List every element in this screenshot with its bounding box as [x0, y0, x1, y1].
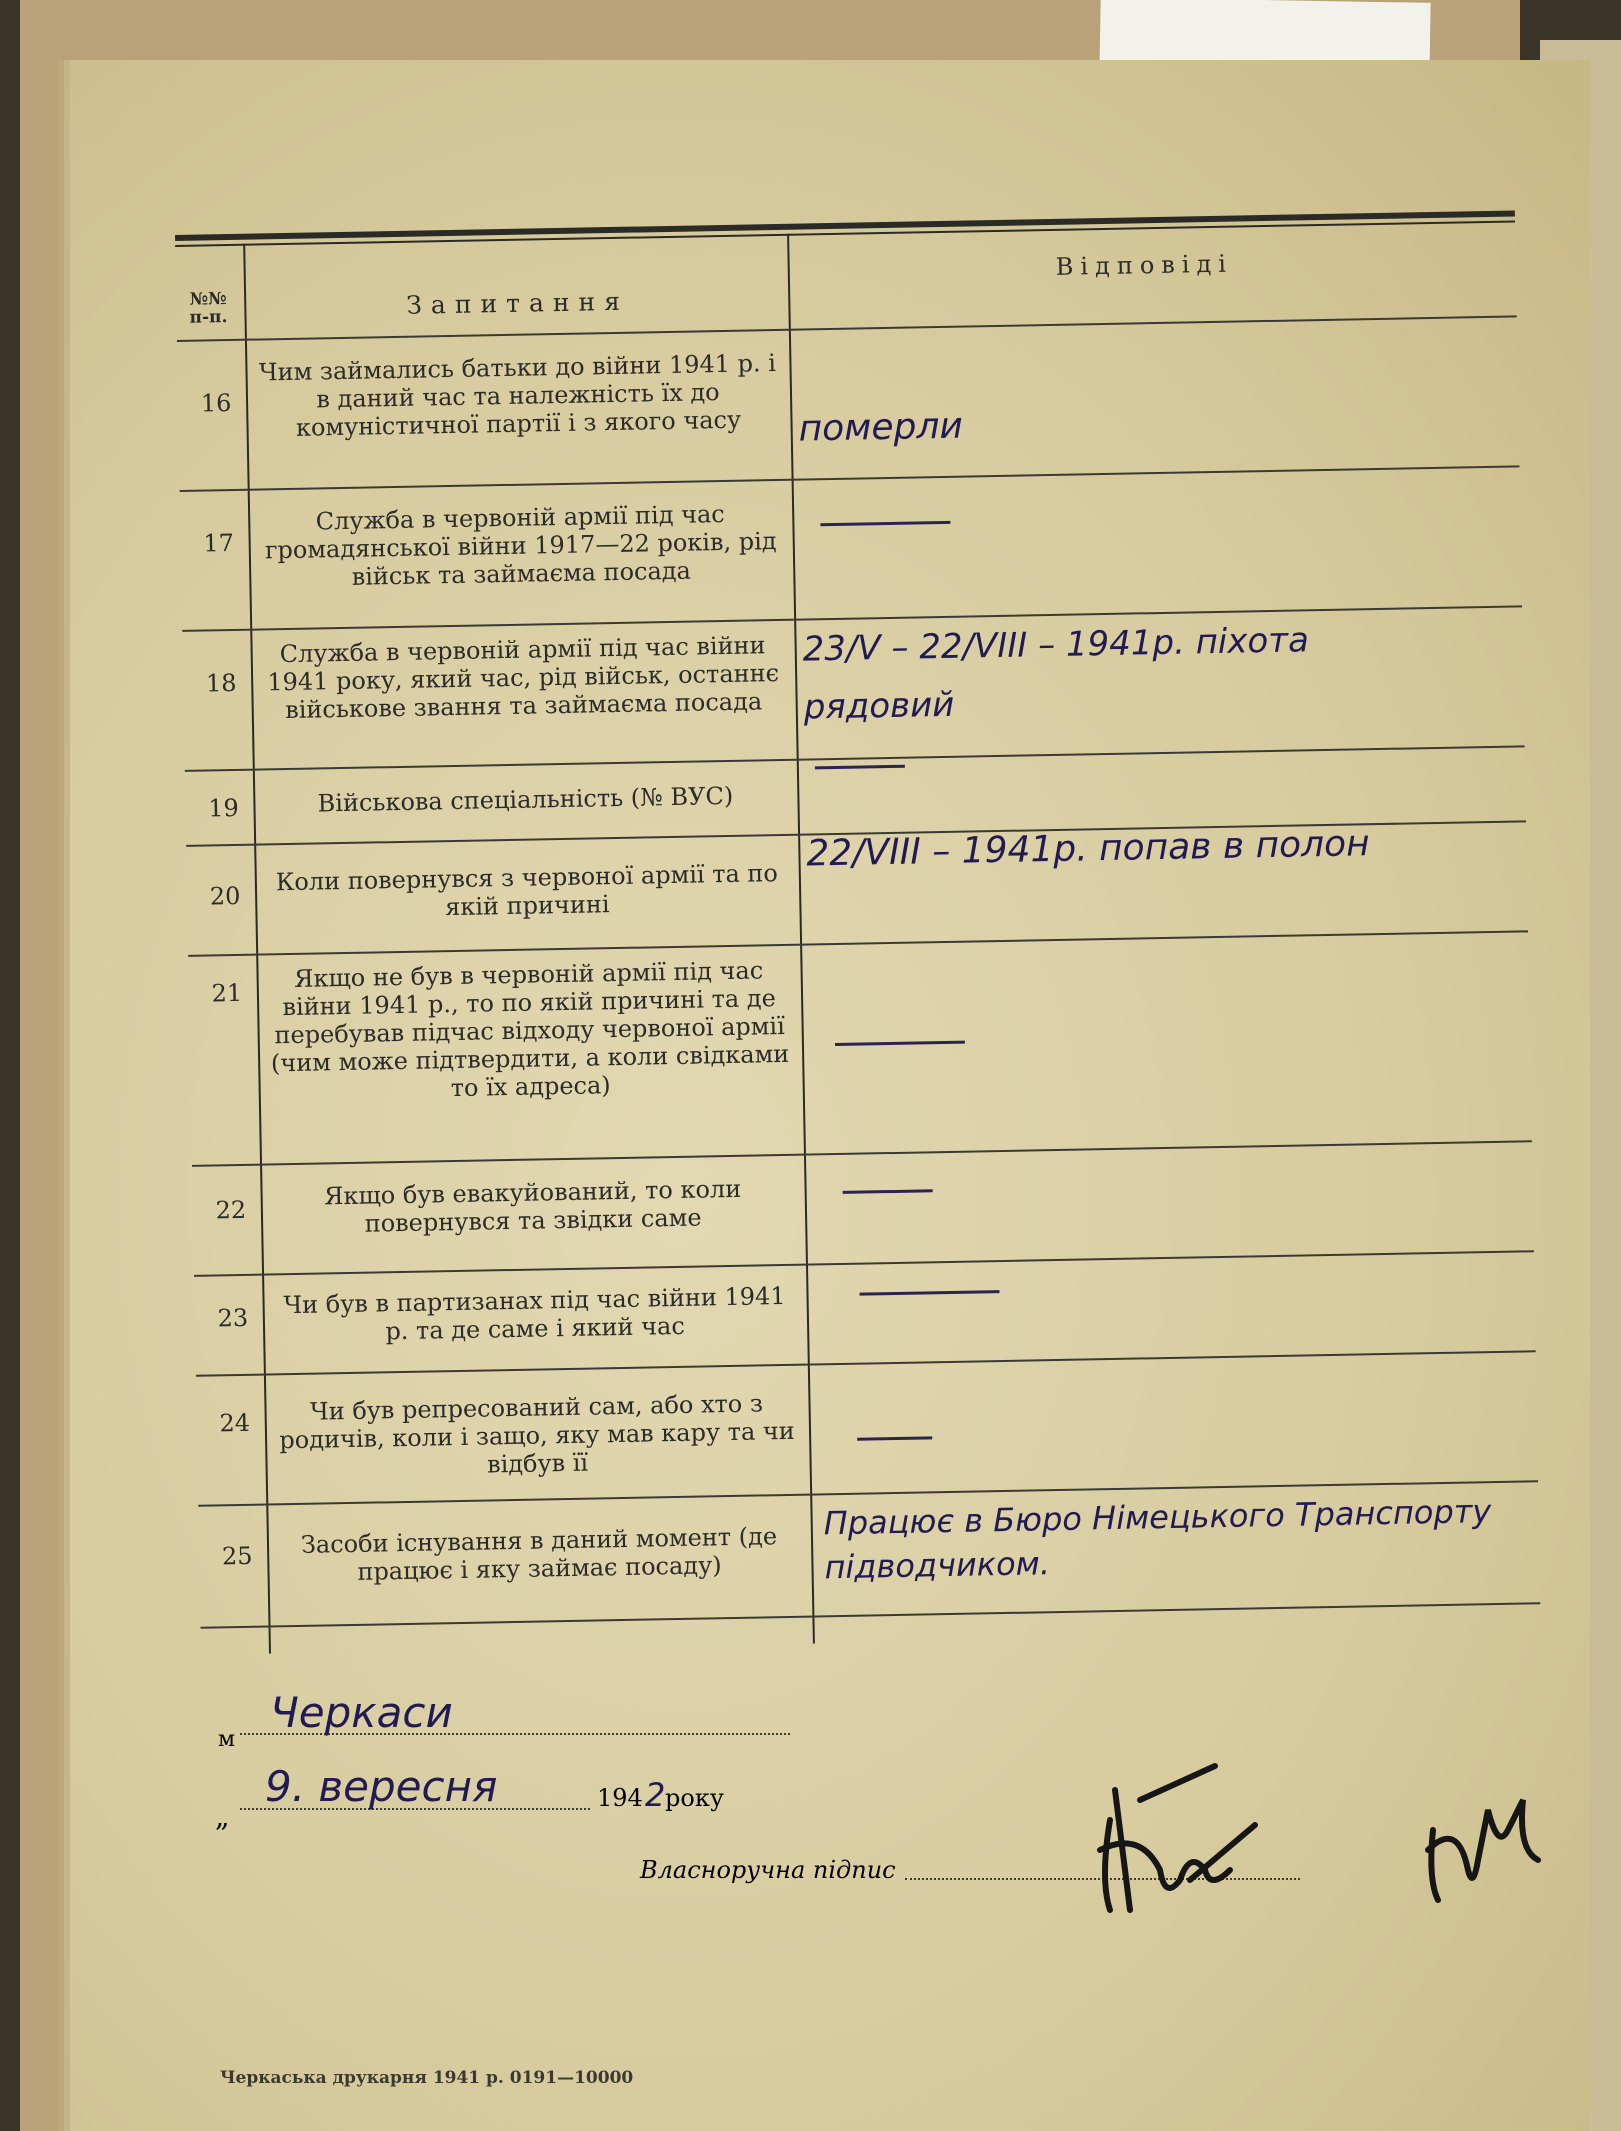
table-row [182, 605, 1524, 770]
row-question: Чим займались батьки до війни 1941 р. і в даний час та належність їх до комуністичної партії і з якого часу [258, 349, 777, 442]
row-question: Якщо не був в червоній армії під час війни 1941 р., то по якій причині та де перебував підчас відходу червоної армії (чим може підтвердити, а коли свідками то їх адреса) [270, 956, 790, 1103]
row-answer-dash [857, 1436, 932, 1440]
row-answer: Працює в Бюро Німецького Транспорту підводчиком. [823, 1492, 1492, 1587]
answers-column-header: Відповіді [1055, 249, 1234, 281]
table-row [196, 1350, 1538, 1505]
table-row [198, 1480, 1540, 1625]
row-answer-dash [843, 1189, 933, 1194]
row-question: Чи був в партизанах під час війни 1941 р. та де саме і який час [283, 1281, 786, 1346]
row-answer: померли [798, 405, 964, 450]
initials-mark [1418, 1790, 1548, 1910]
row-answer-dash [835, 1041, 965, 1046]
row-number: 22 [215, 1195, 247, 1225]
table-row [188, 930, 1532, 1165]
number-column-header: №№ п-п. [189, 289, 228, 328]
row-question: Засоби існування в даний момент (де працює і яку займає посаду) [300, 1522, 778, 1586]
place-prefix: м [218, 1727, 236, 1752]
row-number: 20 [209, 881, 241, 911]
place-handwritten: Черкаси [270, 1688, 453, 1737]
row-question: Чи був репресований сам, або хто з родичів, коли і защо, яку мав кару та чи відбув її [279, 1389, 795, 1479]
year-handwritten-digit: 2 [645, 1776, 666, 1814]
row-number: 25 [221, 1541, 253, 1571]
date-handwritten: 9. вересня [265, 1762, 498, 1811]
row-answer: 22/VIII – 1941р. попав в полон [806, 823, 1371, 875]
year-printed: 194 [597, 1784, 643, 1812]
signature-label: Власноручна підпис [640, 1856, 896, 1884]
row-question: Військова спеціальність (№ ВУС) [317, 781, 734, 818]
date-prefix: „ [215, 1800, 230, 1833]
year-suffix: року [665, 1784, 724, 1812]
row-answer-dash [815, 765, 905, 770]
row-answer: 23/V – 22/VIII – 1941р. піхота рядовий [802, 620, 1310, 728]
row-number: 17 [203, 528, 235, 558]
row-number: 19 [207, 793, 240, 823]
table-row [180, 465, 1522, 630]
row-question: Служба в червоній армії під час громадянської війни 1917—22 років, рід військ та займаєма посада [264, 499, 777, 591]
printer-imprint: Черкаська друкарня 1941 р. 0191—10000 [220, 2068, 634, 2088]
row-question: Якщо був евакуйований, то коли повернувся та звідки саме [323, 1174, 742, 1238]
row-number: 16 [200, 388, 232, 418]
questions-column-header: Запитання [406, 286, 630, 320]
row-number: 24 [219, 1408, 251, 1438]
row-question: Коли повернувся з червоної армії та по якій причині [275, 859, 779, 922]
row-number: 23 [217, 1303, 249, 1333]
signature-mark [1070, 1760, 1270, 1930]
questionnaire-form [175, 210, 1556, 1655]
row-number: 21 [211, 978, 243, 1008]
table-row [177, 315, 1520, 490]
row-question: Служба в червоній армії під час війни 1941 року, який час, рід військ, останнє військове звання та займаєма посада [267, 631, 780, 725]
row-answer-dash [820, 521, 950, 526]
row-answer-dash [859, 1290, 999, 1296]
row-number: 18 [205, 668, 237, 698]
